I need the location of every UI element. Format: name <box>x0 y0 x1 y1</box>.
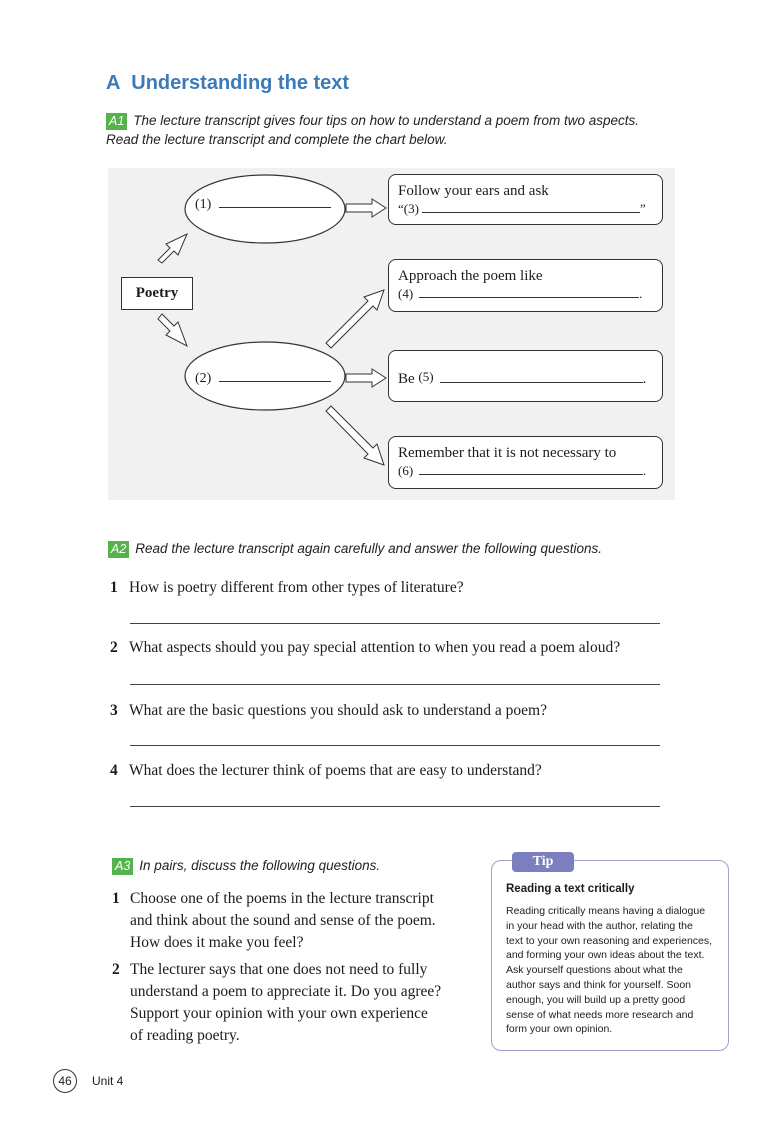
tip-line: Ask yourself questions about what the <box>506 964 683 977</box>
ellipse2-label: (2) <box>195 371 212 386</box>
arrow-1-to-box1 <box>346 199 386 217</box>
blank-6[interactable] <box>419 462 643 475</box>
ellipse2-field <box>195 369 331 387</box>
a1-badge: A1 <box>106 113 127 130</box>
item-number: 2 <box>112 961 120 978</box>
ellipse1-label: (1) <box>195 197 212 212</box>
question-number: 2 <box>110 639 118 656</box>
question-number: 3 <box>110 702 118 719</box>
arrow-2-to-box3 <box>346 369 386 387</box>
page-number: 46 <box>53 1069 77 1093</box>
tip-box-2 <box>388 259 663 312</box>
box2-suffix: . <box>639 286 643 301</box>
item-line: Choose one of the poems in the lecture transcript <box>130 890 434 907</box>
a2-question-3 <box>110 702 670 720</box>
tip-box-1 <box>388 174 663 225</box>
tip-body <box>506 904 722 1037</box>
box2-prefix: (4) <box>398 286 414 301</box>
unit-label: Unit 4 <box>92 1074 124 1088</box>
tip-line: in your head with the author, relating the <box>506 919 693 932</box>
a3-item-1 <box>112 888 482 954</box>
box3-num: (5) <box>418 369 434 384</box>
a1-instruction <box>106 111 639 149</box>
a2-instruction <box>108 539 602 558</box>
box4-prefix: (6) <box>398 463 414 478</box>
box3-prefix: Be <box>398 371 415 387</box>
arrow-poetry-to-2 <box>158 314 187 346</box>
tip-line: sense of what needs more research and <box>506 1008 694 1021</box>
item-line: The lecturer says that one does not need to fully <box>130 961 428 978</box>
section-title: Understanding the text <box>131 72 350 94</box>
a2-instruction-text: Read the lecture transcript again carefully and answer the following questions. <box>135 541 603 556</box>
tip-box-3 <box>388 350 663 402</box>
item-line: How does it make you feel? <box>130 934 304 951</box>
arrow-poetry-to-1 <box>158 234 187 263</box>
answer-line-1[interactable] <box>130 623 660 624</box>
blank-3[interactable] <box>422 200 640 213</box>
arrow-2-to-box2 <box>326 290 384 348</box>
a2-question-4 <box>110 762 670 780</box>
item-line: and think about the sound and sense of the poem. <box>130 912 436 929</box>
a2-badge: A2 <box>108 541 129 558</box>
blank-5[interactable] <box>440 370 643 383</box>
box1-suffix: ” <box>639 201 646 216</box>
poetry-chart <box>108 168 675 500</box>
box2-line1: Approach the poem like <box>398 268 543 284</box>
a1-instruction-line2: Read the lecture transcript and complete the chart below. <box>106 132 448 147</box>
a2-question-1 <box>110 579 670 597</box>
tip-line: Reading critically means having a dialogue <box>506 905 706 917</box>
tip-line: enough, you will build up a pretty good <box>506 993 686 1006</box>
a1-instruction-line1: The lecture transcript gives four tips on how to understand a poem from two aspects. <box>133 113 640 128</box>
answer-line-2[interactable] <box>130 684 660 685</box>
tip-label: Tip <box>512 852 574 872</box>
question-number: 1 <box>110 579 118 596</box>
item-line: Support your opinion with your own experience <box>130 1005 428 1022</box>
section-letter: A <box>106 72 120 94</box>
a3-instruction <box>112 856 380 875</box>
item-line: understand a poem to appreciate it. Do you agree? <box>130 983 442 1000</box>
a3-item-2 <box>112 959 482 1047</box>
blank-2[interactable] <box>219 369 331 382</box>
box4-suffix: . <box>643 463 647 478</box>
blank-1[interactable] <box>219 195 331 208</box>
question-text: What aspects should you pay special attention to when you read a poem aloud? <box>129 639 621 656</box>
box3-suffix: . <box>642 371 647 387</box>
question-text: What does the lecturer think of poems that are easy to understand? <box>129 762 542 779</box>
a3-instruction-text: In pairs, discuss the following questions. <box>139 858 381 873</box>
item-number: 1 <box>112 890 120 907</box>
tip-box-4 <box>388 436 663 489</box>
answer-line-4[interactable] <box>130 806 660 807</box>
tip-title: Reading a text critically <box>506 883 635 895</box>
section-heading <box>106 72 349 95</box>
box4-line1: Remember that it is not necessary to <box>398 445 617 461</box>
box1-prefix: “(3) <box>398 201 419 216</box>
tip-line: and forming your own ideas about the text. <box>506 949 705 962</box>
question-text: What are the basic questions you should ask to understand a poem? <box>129 702 547 719</box>
item-line: of reading poetry. <box>130 1027 240 1044</box>
tip-line: author says and think for yourself. Soon <box>506 978 692 991</box>
question-number: 4 <box>110 762 118 779</box>
tip-line: text to your own reasoning and experiences, <box>506 934 713 947</box>
answer-line-3[interactable] <box>130 745 660 746</box>
arrow-2-to-box4 <box>326 406 384 465</box>
tip-line: form your own opinion. <box>506 1023 613 1036</box>
a2-question-2 <box>110 639 690 657</box>
poetry-root-label: Poetry <box>135 285 179 301</box>
a3-badge: A3 <box>112 858 133 875</box>
question-text: How is poetry different from other types of literature? <box>129 579 464 596</box>
ellipse1-field <box>195 195 331 213</box>
poetry-root-box <box>121 277 193 310</box>
box1-line1: Follow your ears and ask <box>398 183 549 199</box>
blank-4[interactable] <box>419 285 639 298</box>
